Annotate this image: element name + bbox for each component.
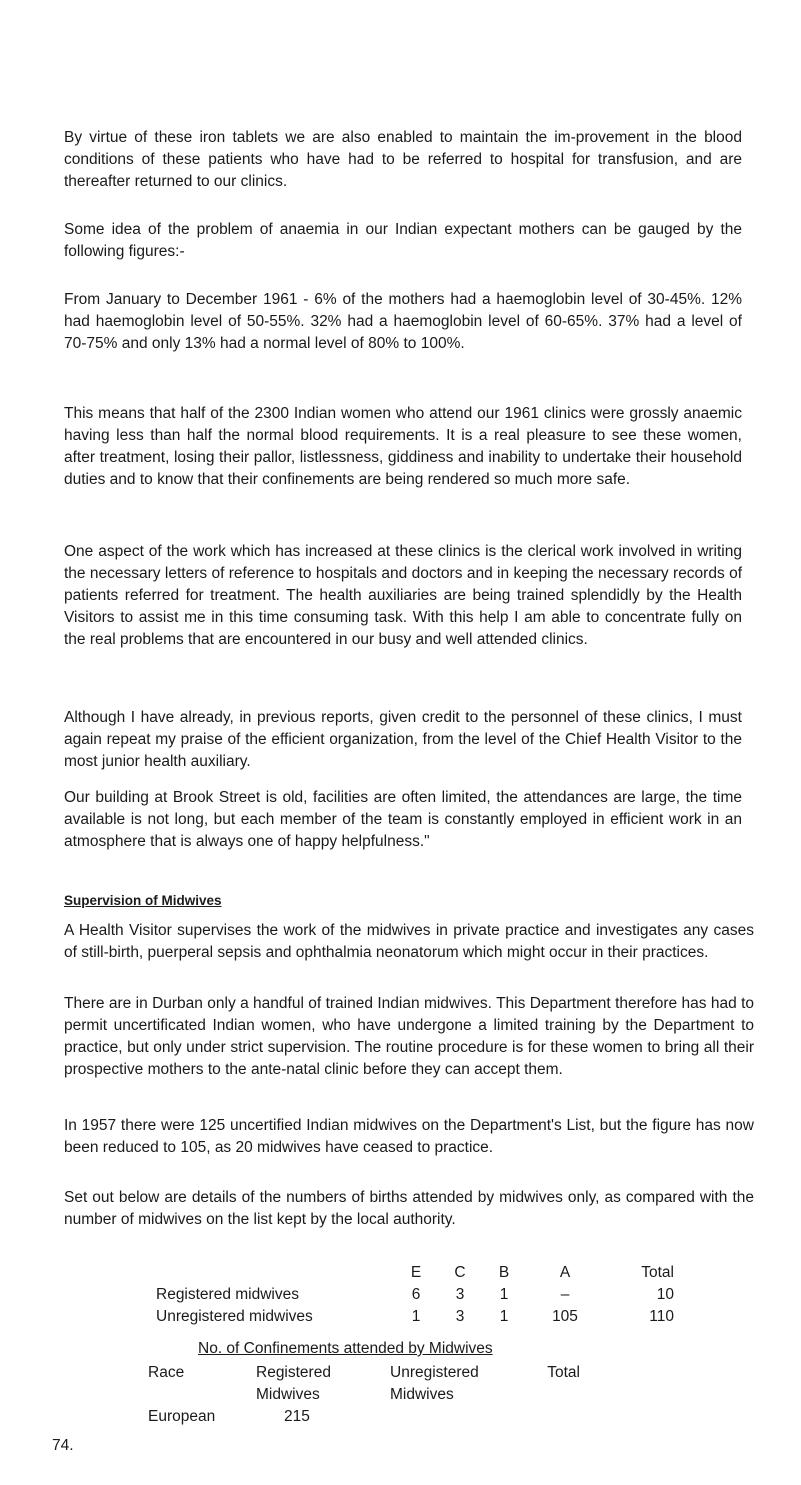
table-header-cell: B bbox=[498, 1264, 510, 1281]
paragraph-haemoglobin-figures: From January to December 1961 - 6% of the mothers had a haemoglobin level of 30-45%. 12% had haemoglobin level of 50-55%. 32% had a haemoglobin level of 60-65%. 37% had a level of 70-75% and only 13% had a normal level of 80% to 100%. bbox=[64, 291, 742, 352]
table-header-cell: Registered Midwives bbox=[256, 1364, 331, 1403]
table-header-cell: Race bbox=[148, 1364, 185, 1381]
table-row bbox=[156, 1284, 674, 1306]
paragraph-brook-street: Our building at Brook Street is old, facilities are often limited, the attendances are large, the time available is not long, but each member of the team is constantly employed in efficient work in an atmosphere that is always one of happy helpfulness." bbox=[64, 789, 742, 850]
paragraph-uncertified-1957: In 1957 there were 125 uncertified Indian midwives on the Department's List, but the figure has now been reduced to 105, as 20 midwives have ceased to practice. bbox=[64, 1117, 754, 1156]
paragraph-trained-midwives: There are in Durban only a handful of trained Indian midwives. This Department therefore has had to permit uncertificated Indian women, who have undergone a limited training by the Department to practice, but only under strict supervision. The routine procedure is for these women to bring all their prospective mothers to the ante-natal clinic before they can accept them. bbox=[64, 995, 754, 1078]
table-cell: 3 bbox=[455, 1308, 465, 1325]
confinements-table-title: No. of Confinements attended by Midwives bbox=[198, 1340, 493, 1357]
table-row bbox=[156, 1306, 674, 1328]
table-header-cell: A bbox=[559, 1264, 571, 1281]
table-row bbox=[148, 1406, 580, 1428]
table-cell: Unregistered midwives bbox=[156, 1308, 313, 1325]
paragraph-anaemia-intro: Some idea of the problem of anaemia in our Indian expectant mothers can be gauged by the following figures:- bbox=[64, 221, 742, 260]
confinements-table bbox=[148, 1362, 580, 1428]
paragraph-set-out-below: Set out below are details of the numbers of births attended by midwives only, as compared with the number of midwives on the list kept by the local authority. bbox=[64, 1189, 754, 1228]
table-cell: 1 bbox=[499, 1286, 509, 1303]
paragraph-health-visitor: A Health Visitor supervises the work of the midwives in private practice and investigates any cases of still-birth, puerperal sepsis and ophthalmia neonatorum which might occur in their practices. bbox=[64, 922, 754, 961]
table-cell: 1 bbox=[499, 1308, 509, 1325]
table-cell: 110 bbox=[649, 1308, 674, 1325]
section-heading-supervision: Supervision of Midwives bbox=[64, 893, 222, 908]
paragraph-personnel-praise: Although I have already, in previous reports, given credit to the personnel of these clinics, I must again repeat my praise of the efficient organization, from the level of the Chief Health Visitor to the most junior health auxiliary. bbox=[64, 709, 742, 770]
table-cell: – bbox=[560, 1286, 570, 1303]
table-header-cell: Total bbox=[547, 1364, 580, 1381]
table-cell bbox=[520, 1406, 580, 1428]
table-cell: 105 bbox=[552, 1308, 578, 1325]
table-header-cell: Total bbox=[641, 1264, 674, 1281]
paragraph-half-anaemic: This means that half of the 2300 Indian women who attend our 1961 clinics were grossly anaemic having less than half the normal blood requirements. It is a real pleasure to see these women, after treatment, losing their pallor, listlessness, giddiness and inability to undertake their household duties and to know that their confinements are being rendered so much more safe. bbox=[64, 405, 742, 488]
table-cell: 215 bbox=[284, 1408, 310, 1425]
table-header-cell: Unregistered Midwives bbox=[390, 1364, 479, 1403]
paragraph-clerical-work: One aspect of the work which has increased at these clinics is the clerical work involved in writing the necessary letters of reference to hospitals and doctors and in keeping the necessary records of patients referred for treatment. The health auxiliaries are being trained splendidly by the Health Visitors to assist me in this time consuming task. With this help I am able to concentrate fully on the real problems that are encountered in our busy and well attended clinics. bbox=[64, 543, 742, 648]
table-cell bbox=[390, 1406, 520, 1428]
paragraph-iron-tablets: By virtue of these iron tablets we are also enabled to maintain the im-provement in the blood conditions of these patients who have had to be referred to hospital for transfusion, and are thereafter returned to our clinics. bbox=[64, 129, 742, 190]
page-number: 74. bbox=[52, 1437, 74, 1454]
table-cell: 6 bbox=[411, 1286, 421, 1303]
table-header-cell: E bbox=[410, 1264, 422, 1281]
table-cell: 10 bbox=[656, 1286, 674, 1303]
table-header-cell bbox=[156, 1262, 394, 1284]
table-cell: 3 bbox=[455, 1286, 465, 1303]
table-cell: Registered midwives bbox=[156, 1286, 299, 1303]
table-cell: European bbox=[148, 1408, 216, 1425]
table-cell: 1 bbox=[411, 1308, 421, 1325]
table-header-row bbox=[156, 1262, 674, 1284]
table-header-row bbox=[148, 1362, 580, 1406]
table-header-cell: C bbox=[454, 1264, 466, 1281]
midwife-counts-table bbox=[156, 1262, 674, 1328]
